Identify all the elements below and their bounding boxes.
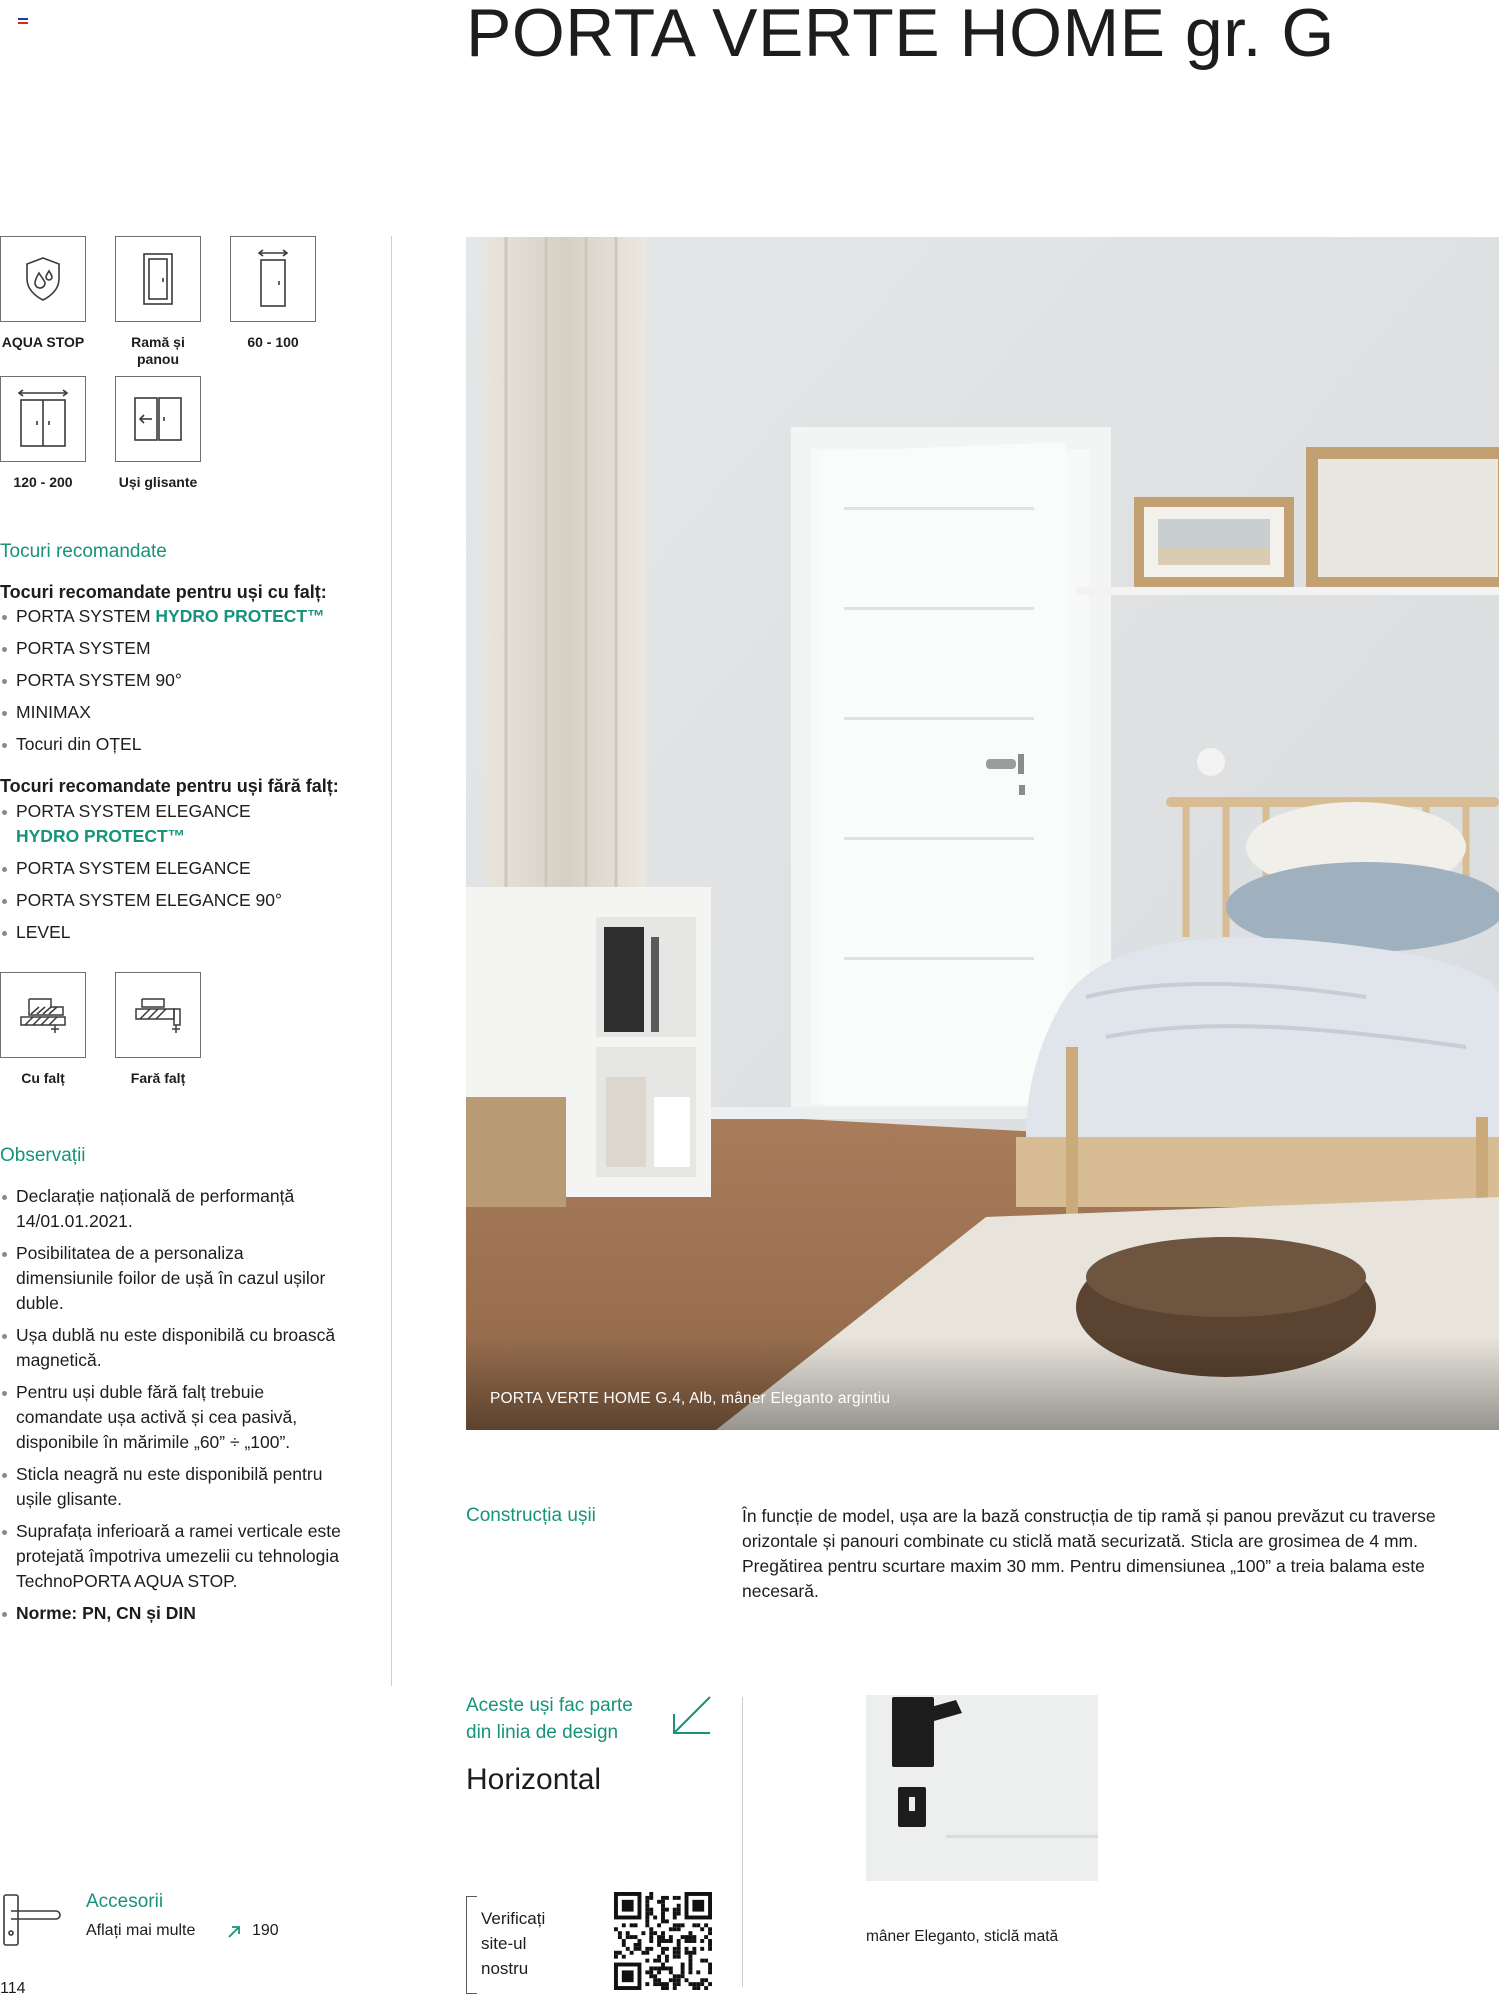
section-divider [742, 1697, 743, 1987]
flush-frames-heading: Tocuri recomandate pentru uși fără falț: [0, 776, 339, 796]
observations-heading: Observații [0, 1145, 86, 1166]
single-door-width-icon [230, 236, 316, 322]
language-flag-icon[interactable] [18, 18, 28, 25]
list-item: PORTA SYSTEM [0, 636, 380, 661]
list-item: Pentru uși duble fără falț trebuie comandate ușa activă și cea pasivă, disponibile în mărimile „60” ÷ „100”. [0, 1380, 345, 1455]
rebate-label: Cu falț [21, 1070, 65, 1086]
column-divider [391, 236, 392, 1686]
observations-list [0, 1184, 345, 1633]
photo-caption: PORTA VERTE HOME G.4, Alb, mâner Eleganto argintiu [490, 1390, 891, 1407]
feature-sliding [115, 376, 201, 491]
feature-label: Ramă și panou [131, 334, 185, 367]
list-item: LEVEL [0, 920, 380, 945]
design-line-name: Horizontal [466, 1763, 602, 1796]
construction-heading: Construcția ușii [466, 1505, 596, 1526]
feature-label: 60 - 100 [247, 334, 299, 350]
rebated-frame-icon [0, 972, 86, 1058]
accessories-more-link[interactable]: Aflați mai multe [86, 1922, 196, 1939]
rebate-type-flush [115, 972, 201, 1087]
list-item: Tocuri din OȚEL [0, 732, 380, 757]
handle-detail-photo [866, 1695, 1098, 1881]
design-line-heading: Aceste uși fac parte din linia de design [466, 1695, 633, 1743]
feature-label: AQUA STOP [1, 334, 85, 350]
list-item: PORTA SYSTEM 90° [0, 668, 380, 693]
list-item: PORTA SYSTEM ELEGANCE HYDRO PROTECT™ [0, 799, 380, 849]
list-item: Declarație națională de performanță 14/01.01.2021. [0, 1184, 345, 1234]
qr-code-icon[interactable] [614, 1892, 712, 1995]
list-item: MINIMAX [0, 700, 380, 725]
rebate-label: Fară falț [130, 1070, 186, 1086]
frame-panel-door-icon [115, 236, 201, 322]
feature-aqua-stop [0, 236, 86, 351]
arrow-up-right-icon[interactable] [227, 1925, 241, 1944]
arrow-down-left-icon [670, 1694, 714, 1743]
construction-text: În funcție de model, ușa are la bază construcția de tip ramă și panou prevăzut cu traverse orizontale și panouri combinate cu sticlă mată securizată. Sticla are grosimea de 4 mm. Pregătirea pentru scurtare maxim 30 mm. Pentru dimensiunea „100” a treia balama este necesară. [742, 1506, 1436, 1601]
rebated-frames-list [0, 604, 380, 764]
flush-frames-list [0, 799, 380, 952]
list-item: PORTA SYSTEM ELEGANCE 90° [0, 888, 380, 913]
feature-frame-panel [115, 236, 201, 368]
list-item: PORTA SYSTEM ELEGANCE [0, 856, 380, 881]
sliding-door-icon [115, 376, 201, 462]
list-item: PORTA SYSTEM HYDRO PROTECT™ [0, 604, 380, 629]
rebated-frames-heading: Tocuri recomandate pentru uși cu falț: [0, 582, 327, 602]
feature-label: Uși glisante [118, 474, 198, 490]
feature-double-width [0, 376, 86, 491]
rebate-type-rebated [0, 972, 86, 1087]
accessories-page-ref[interactable]: 190 [252, 1922, 279, 1939]
list-item: Sticla neagră nu este disponibilă pentru ușile glisante. [0, 1462, 345, 1512]
aqua-stop-icon [0, 236, 86, 322]
verify-website: Verificați site-ul nostru [466, 1896, 556, 1992]
accessories-heading: Accesorii [86, 1891, 164, 1912]
page-number: 114 [0, 1980, 26, 1997]
handle-detail-caption: mâner Eleganto, sticlă mată [866, 1928, 1059, 1945]
product-photo [466, 237, 1499, 1430]
double-door-width-icon [0, 376, 86, 462]
page-title: PORTA VERTE HOME gr. G [466, 0, 1335, 71]
flush-frame-icon [115, 972, 201, 1058]
list-item: Ușa dublă nu este disponibilă cu broască magnetică. [0, 1323, 345, 1373]
list-item: Posibilitatea de a personaliza dimensiunile foilor de ușă în cazul ușilor duble. [0, 1241, 345, 1316]
list-item: Suprafața inferioară a ramei verticale este protejată împotriva umezelii cu tehnologia TechnoPORTA AQUA STOP. [0, 1519, 345, 1594]
door-handle-icon [0, 1893, 62, 1952]
recommended-frames-heading: Tocuri recomandate [0, 541, 167, 562]
list-item: Norme: PN, CN și DIN [0, 1601, 345, 1626]
feature-label: 120 - 200 [13, 474, 73, 490]
feature-single-width [230, 236, 316, 351]
